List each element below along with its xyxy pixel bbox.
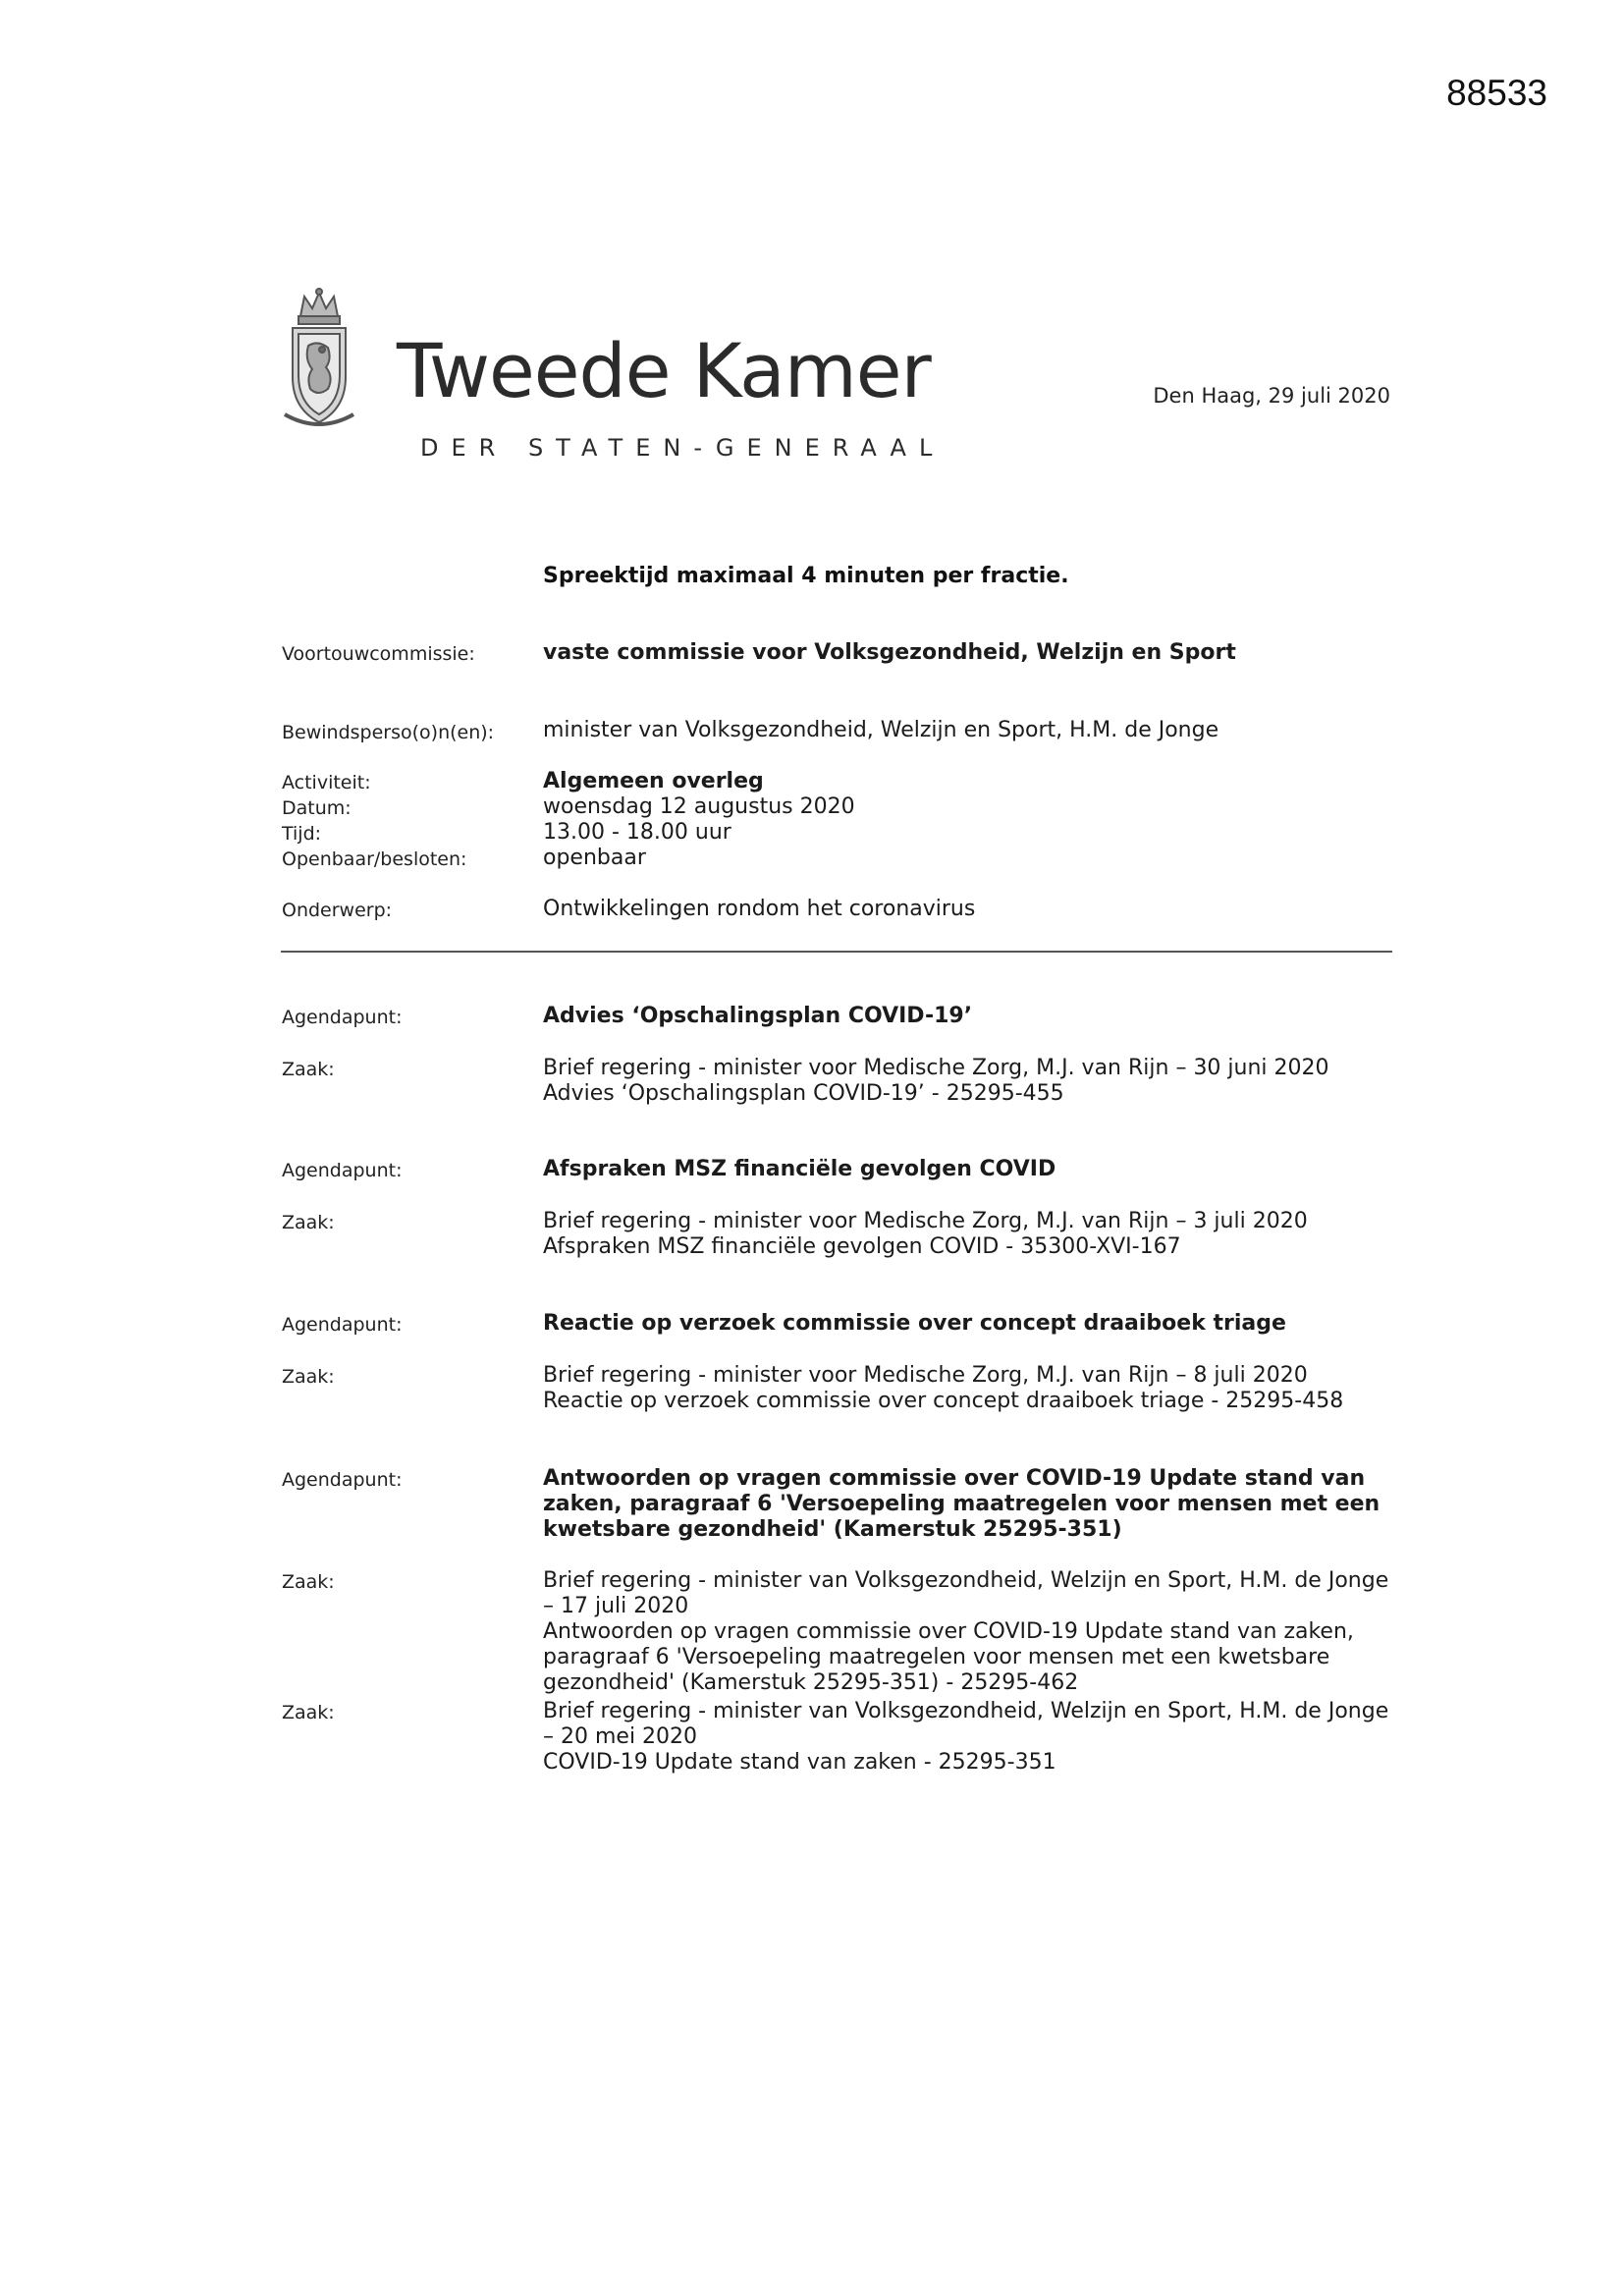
zaak-description [543, 1568, 1397, 1696]
org-subtitle: DER STATEN-GENERAAL [420, 434, 946, 462]
public-value: openbaar [543, 846, 646, 870]
zaak-line: Reactie op verzoek commissie over concept draaiboek triage - 25295-458 [543, 1389, 1344, 1413]
zaak-label: Zaak: [282, 1212, 335, 1233]
zaak-description [543, 1056, 1397, 1107]
title-line: Antwoorden op vragen commissie over COVID-19 Update stand van [543, 1466, 1366, 1491]
subject-value: Ontwikkelingen rondom het coronavirus [543, 897, 976, 921]
agendapunt-label: Agendapunt: [282, 1160, 403, 1181]
agendapunt-title: Advies ‘Opschalingsplan COVID-19’ [543, 1004, 973, 1028]
zaak-line: Advies ‘Opschalingsplan COVID-19’ - 25295-455 [543, 1081, 1064, 1106]
agendapunt-label: Agendapunt: [282, 1314, 403, 1336]
zaak-line: – 20 mei 2020 [543, 1724, 698, 1749]
zaak-line: Brief regering - minister van Volksgezondheid, Welzijn en Sport, H.M. de Jonge [543, 1568, 1389, 1593]
agendapunt-title: Afspraken MSZ financiële gevolgen COVID [543, 1157, 1056, 1181]
zaak-label: Zaak: [282, 1571, 335, 1593]
speaking-time-note: Spreektijd maximaal 4 minuten per fractie. [543, 564, 1069, 588]
committee-label: Voortouwcommissie: [282, 643, 475, 665]
zaak-line: – 17 juli 2020 [543, 1594, 689, 1618]
zaak-label: Zaak: [282, 1702, 335, 1723]
page-number: 88533 [1446, 73, 1547, 113]
activity-value: Algemeen overleg [543, 769, 764, 793]
zaak-label: Zaak: [282, 1059, 335, 1080]
zaak-line: Brief regering - minister voor Medische Zorg, M.J. van Rijn – 8 juli 2020 [543, 1363, 1308, 1388]
zaak-line: paragraaf 6 'Versoepeling maatregelen voor mensen met een kwetsbare [543, 1645, 1330, 1669]
time-label: Tijd: [282, 823, 322, 845]
subject-label: Onderwerp: [282, 900, 393, 921]
time-value: 13.00 - 18.00 uur [543, 820, 731, 845]
title-line: kwetsbare gezondheid' (Kamerstuk 25295-351) [543, 1517, 1122, 1542]
zaak-label: Zaak: [282, 1366, 335, 1388]
agendapunt-label: Agendapunt: [282, 1469, 403, 1491]
zaak-description [543, 1699, 1397, 1776]
zaak-line: gezondheid' (Kamerstuk 25295-351) - 25295-462 [543, 1670, 1079, 1695]
agendapunt-label: Agendapunt: [282, 1007, 403, 1028]
agendapunt-title [543, 1466, 1397, 1543]
zaak-line: Brief regering - minister voor Medische Zorg, M.J. van Rijn – 3 juli 2020 [543, 1209, 1308, 1233]
activity-label: Activiteit: [282, 772, 371, 793]
zaak-description [543, 1363, 1397, 1414]
officials-label: Bewindsperso(o)n(en): [282, 722, 495, 743]
agendapunt-title: Reactie op verzoek commissie over concept draaiboek triage [543, 1311, 1286, 1336]
title-line: zaken, paragraaf 6 'Versoepeling maatregelen voor mensen met een [543, 1492, 1380, 1516]
officials-value: minister van Volksgezondheid, Welzijn en Sport, H.M. de Jonge [543, 718, 1219, 742]
zaak-line: COVID-19 Update stand van zaken - 25295-351 [543, 1750, 1056, 1775]
royal-coat-of-arms-icon [279, 287, 359, 438]
date-value: woensdag 12 augustus 2020 [543, 794, 855, 819]
date-label: Datum: [282, 797, 352, 819]
zaak-description [543, 1209, 1397, 1260]
zaak-line: Brief regering - minister van Volksgezondheid, Welzijn en Sport, H.M. de Jonge [543, 1699, 1389, 1723]
section-divider [281, 951, 1392, 953]
zaak-line: Antwoorden op vragen commissie over COVID-19 Update stand van zaken, [543, 1619, 1354, 1644]
zaak-line: Afspraken MSZ financiële gevolgen COVID - 35300-XVI-167 [543, 1234, 1181, 1259]
committee-value: vaste commissie voor Volksgezondheid, Welzijn en Sport [543, 640, 1236, 665]
org-name: Tweede Kamer [397, 327, 931, 414]
document-date: Den Haag, 29 juli 2020 [1153, 384, 1390, 408]
zaak-line: Brief regering - minister voor Medische Zorg, M.J. van Rijn – 30 juni 2020 [543, 1056, 1329, 1080]
public-label: Openbaar/besloten: [282, 848, 467, 870]
